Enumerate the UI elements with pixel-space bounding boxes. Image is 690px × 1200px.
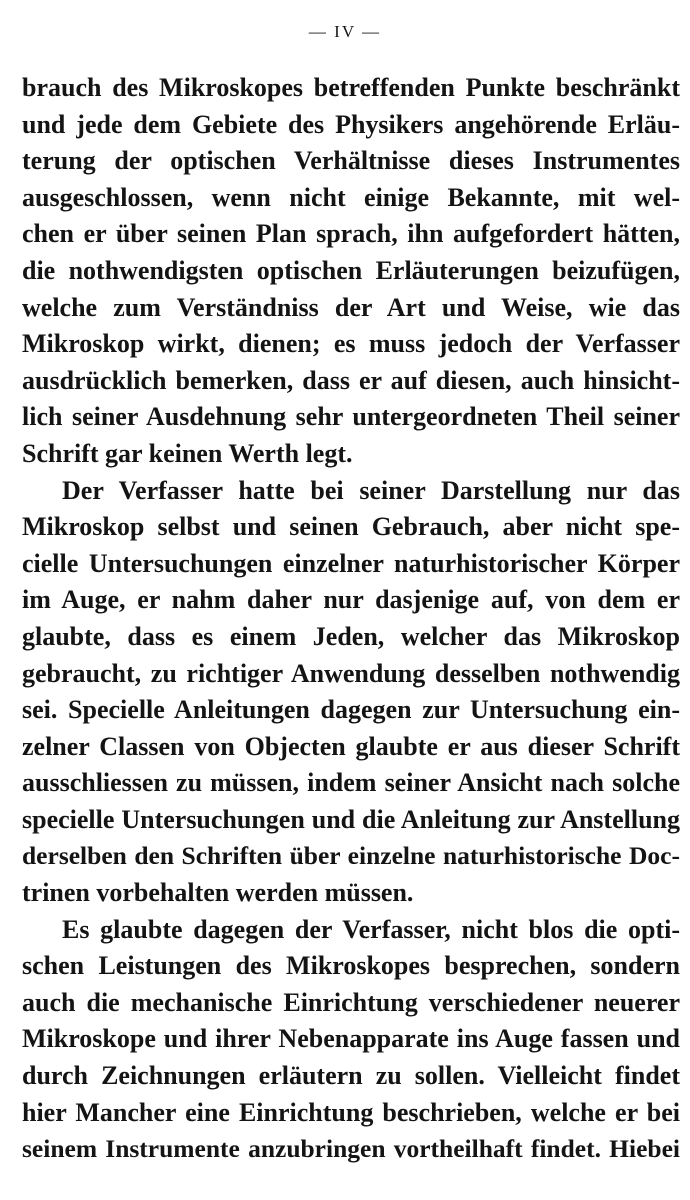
body-text <box>22 70 680 1168</box>
text-line: terung der optischen Verhältnisse dieses Instrumentes <box>22 146 680 176</box>
text-line: seinem Instrumente anzubringen vortheilhaft findet. Hiebei <box>22 1134 680 1164</box>
text-line: gebraucht, zu richtiger Anwendung desselben nothwendig <box>22 658 680 688</box>
text-line: brauch des Mikroskopes betreffenden Punkte beschränkt <box>22 73 680 102</box>
text-line: die nothwendigsten optischen Erläuterungen beizufügen, <box>22 255 680 285</box>
text-line: Schrift gar keinen Werth legt. <box>22 438 353 468</box>
text-line: specielle Untersuchungen und die Anleitung zur Anstellung <box>22 804 680 834</box>
text-line: chen er über seinen Plan sprach, ihn aufgefordert hätten, <box>22 219 680 249</box>
text-line: glaubte, dass es einem Jeden, welcher das Mikroskop <box>22 621 680 651</box>
paragraph-1 <box>22 70 680 473</box>
text-line: lich seiner Ausdehnung sehr untergeordneten Theil seiner <box>22 402 680 432</box>
text-line: derselben den Schriften über einzelne naturhistorische Doc- <box>22 841 680 871</box>
paragraph-2 <box>22 473 680 912</box>
text-line: durch Zeichnungen erläutern zu sollen. Vielleicht findet <box>22 1061 680 1091</box>
text-line: sei. Specielle Anleitungen dagegen zur Untersuchung ein- <box>22 695 680 725</box>
text-line: schen Leistungen des Mikroskopes besprechen, sondern <box>22 951 680 981</box>
text-line: cielle Untersuchungen einzelner naturhistorischer Körper <box>22 548 680 578</box>
text-line: hier Mancher eine Einrichtung beschrieben, welche er bei <box>22 1097 680 1127</box>
text-line: Mikroskope und ihrer Nebenapparate ins Auge fassen und <box>22 1024 680 1054</box>
text-line: Es glaubte dagegen der Verfasser, nicht blos die opti- <box>62 914 680 944</box>
text-line: auch die mechanische Einrichtung verschiedener neuerer <box>22 987 680 1017</box>
text-line: zelner Classen von Objecten glaubte er aus dieser Schrift <box>22 731 680 761</box>
page-number-header: — IV — <box>308 22 382 41</box>
text-line: welche zum Verständniss der Art und Weise, wie das <box>22 292 680 322</box>
text-line: Mikroskop selbst und seinen Gebrauch, aber nicht spe- <box>22 512 680 542</box>
text-line: ausdrücklich bemerken, dass er auf diesen, auch hinsicht- <box>22 365 680 395</box>
text-line: Der Verfasser hatte bei seiner Darstellung nur das <box>62 475 680 505</box>
text-line: ausgeschlossen, wenn nicht einige Bekannte, mit wel- <box>22 182 680 212</box>
text-line: trinen vorbehalten werden müssen. <box>22 878 414 908</box>
text-line: Mikroskop wirkt, dienen; es muss jedoch der Verfasser <box>22 329 680 359</box>
paragraph-3 <box>22 912 680 1168</box>
text-line: im Auge, er nahm daher nur dasjenige auf, von dem er <box>22 585 680 615</box>
text-line: und jede dem Gebiete des Physikers angehörende Erläu- <box>22 109 680 139</box>
text-line: ausschliessen zu müssen, indem seiner Ansicht nach solche <box>22 768 680 798</box>
